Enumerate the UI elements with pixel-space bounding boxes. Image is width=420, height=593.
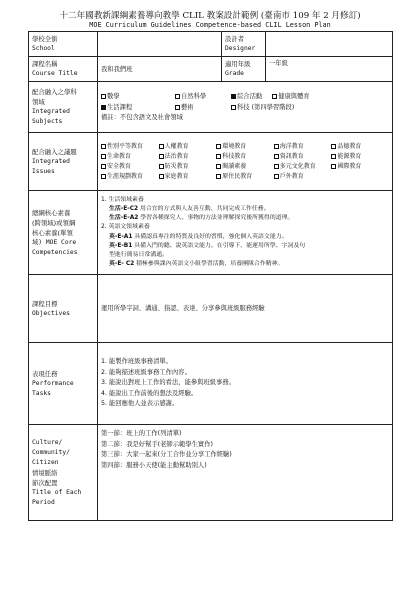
objectives-label-cell — [29, 275, 98, 343]
issue-option[interactable] — [274, 142, 332, 151]
issue-label: 家庭教育 — [164, 173, 189, 180]
core-section-heading: 2. 英語文領域素養 — [101, 224, 150, 231]
grade-label-zh: 適用年級 — [225, 60, 251, 68]
subjects-cell — [98, 82, 393, 133]
periods-label-cell — [29, 425, 98, 521]
issue-label: 環境教育 — [222, 143, 247, 150]
checkbox-icon[interactable] — [159, 154, 164, 159]
issue-option[interactable] — [331, 162, 389, 171]
designer-value[interactable] — [266, 32, 393, 57]
issue-label: 國際教育 — [337, 163, 362, 170]
periods-list — [101, 429, 389, 471]
periods-label-line: Period — [32, 498, 55, 506]
issue-option[interactable] — [274, 172, 332, 181]
checkbox-icon[interactable] — [101, 94, 106, 99]
subjects-label-line: Subjects — [32, 118, 63, 125]
issues-grid — [101, 142, 389, 181]
period-item: 第四節：服務小天使(能主動幫助別人) — [101, 461, 207, 469]
grade-label-en: Grade — [225, 70, 244, 77]
subject-option-math[interactable] — [101, 92, 175, 101]
school-label-en: School — [32, 45, 55, 52]
task-item: 4. 能說出工作前後的想法及經驗。 — [101, 389, 198, 397]
course-label-cell — [29, 57, 98, 82]
subjects-label-line: 配合融入之學科 — [32, 88, 77, 96]
checkbox-icon[interactable] — [216, 154, 221, 159]
core-cell — [98, 191, 393, 275]
core-item-continuation: 型進行簡易日常溝通。 — [109, 251, 168, 258]
page-title: 十二年國教新課綱素養導向教學 CLIL 教案設計範例 (臺南市 109 年 2 月修訂) — [59, 11, 361, 21]
issue-option[interactable] — [216, 162, 274, 171]
issue-label: 安全教育 — [107, 163, 132, 170]
objectives-value[interactable]: 運用所學字詞、溝通、指認、表達、分享參與班級服務經驗 — [98, 275, 393, 343]
issue-option[interactable] — [159, 142, 217, 151]
lesson-plan-table — [28, 31, 393, 521]
core-text: 學習各種探究人、事物的方法並理解探究後所獲得的道理。 — [138, 215, 294, 222]
grade-value[interactable]: 一年級 — [266, 57, 393, 82]
checkbox-icon[interactable] — [216, 164, 221, 169]
tasks-label-line: Performance — [32, 379, 74, 387]
checkbox-icon[interactable] — [101, 154, 106, 159]
core-item — [101, 205, 389, 214]
subjects-label-line: 領域 — [32, 98, 45, 106]
issue-label: 防災教育 — [164, 163, 189, 170]
checkbox-icon[interactable] — [272, 94, 277, 99]
subject-option-arts[interactable] — [175, 103, 231, 112]
issue-label: 多元文化教育 — [279, 163, 316, 170]
school-value[interactable] — [98, 32, 222, 57]
checkbox-icon[interactable] — [101, 174, 106, 179]
period-item: 第一節：班上的工作(列清單) — [101, 430, 182, 437]
checkbox-icon[interactable] — [175, 94, 180, 99]
designer-label-en: Designer — [225, 45, 256, 52]
issue-option[interactable] — [216, 172, 274, 181]
issue-label: 戶外教育 — [279, 173, 304, 180]
subject-option-tech[interactable] — [231, 103, 389, 112]
core-label-line: Competencies — [32, 248, 78, 256]
periods-label-line: Culture/ — [32, 438, 63, 446]
school-label-cell — [29, 32, 98, 57]
core-item — [101, 242, 389, 251]
periods-label-line: Community/ — [32, 448, 70, 456]
subject-label: 自然科學 — [181, 93, 207, 100]
checkbox-icon[interactable] — [331, 164, 336, 169]
core-label-line: 總綱核心素養 — [32, 208, 71, 217]
subjects-note: 備註：不包含語文及社會領域 — [101, 114, 183, 121]
subjects-label-line: Integrated — [32, 108, 70, 115]
subject-option-science[interactable] — [175, 92, 231, 101]
checkbox-icon[interactable] — [101, 144, 106, 149]
issue-label: 科技教育 — [222, 153, 247, 160]
checkbox-icon[interactable] — [216, 144, 221, 149]
checkbox-icon[interactable] — [274, 164, 279, 169]
issues-label-line: 配合融入之議題 — [32, 147, 77, 156]
periods-cell — [98, 425, 393, 521]
issue-label: 生涯規劃教育 — [107, 173, 144, 180]
subject-label: 數學 — [107, 93, 120, 100]
subjects-grid — [101, 92, 389, 112]
objectives-label-en: Objectives — [32, 309, 70, 317]
issues-label-cell — [29, 133, 98, 191]
periods-label-line: Citizen — [32, 458, 59, 466]
core-text: 積極參與課內英語文小組學習活動，培養團隊合作精神。 — [134, 261, 284, 268]
core-section-heading: 1. 生活領域素養 — [101, 196, 144, 203]
checkbox-icon[interactable] — [331, 154, 336, 159]
subject-option-integrative[interactable] — [231, 92, 389, 101]
core-item — [101, 214, 389, 223]
periods-label-line: 節次配置 — [32, 478, 58, 487]
task-item: 2. 能夠描述班級事務工作內容。 — [101, 368, 191, 376]
subject-label: 科技 (第四學習階段) — [237, 104, 295, 111]
core-code: 英-E- C2 — [109, 261, 135, 268]
core-label-line: 域) MOE Core — [32, 238, 77, 246]
grade-label-cell — [222, 57, 266, 82]
core-label-line: 核心素養(單領 — [32, 228, 73, 237]
objectives-label-zh: 課程目標 — [32, 299, 58, 308]
issue-label: 海洋教育 — [279, 143, 304, 150]
checkbox-icon[interactable] — [274, 174, 279, 179]
subjects-label-cell — [29, 82, 98, 133]
issue-option[interactable] — [331, 142, 389, 151]
checkbox-icon[interactable] — [159, 174, 164, 179]
page-subtitle: MOE Curriculum Guidelines Competence-based CLIL Lesson Plan — [89, 21, 331, 29]
core-code: 生活-E-A2 — [109, 215, 139, 222]
subject-label: 綜合活動 — [237, 93, 263, 100]
issue-label: 資訊教育 — [279, 153, 304, 160]
designer-label-cell — [222, 32, 266, 57]
issue-option[interactable] — [159, 152, 217, 161]
issue-label: 閱讀素養 — [222, 163, 247, 170]
subject-option-life[interactable] — [101, 103, 175, 112]
issue-option[interactable] — [274, 162, 332, 171]
issue-option[interactable] — [216, 152, 274, 161]
issue-option[interactable] — [274, 152, 332, 161]
tasks-list — [101, 357, 389, 410]
checkbox-icon[interactable] — [231, 105, 236, 110]
tasks-label-line: 表現任務 — [32, 369, 58, 378]
subject-label: 生活課程 — [107, 104, 133, 111]
core-item — [101, 260, 389, 269]
subject-label: 藝術 — [181, 104, 194, 111]
issue-label: 生命教育 — [107, 153, 132, 160]
issue-label: 法治教育 — [164, 153, 189, 160]
subject-label: 健康與體育 — [278, 93, 310, 100]
checkbox-icon[interactable] — [274, 154, 279, 159]
checked-checkbox-icon[interactable] — [101, 105, 106, 110]
school-label-zh: 學校全銜 — [32, 35, 58, 43]
issue-label: 性別平等教育 — [107, 143, 144, 150]
checkbox-icon[interactable] — [216, 174, 221, 179]
checked-checkbox-icon[interactable] — [231, 94, 236, 99]
issues-label-line: Integrated — [32, 157, 70, 165]
issue-label: 品德教育 — [337, 143, 362, 150]
checkbox-icon[interactable] — [159, 164, 164, 169]
period-item: 第二節：我是好幫手(老師示範學生實作) — [101, 440, 213, 448]
issue-option[interactable] — [216, 142, 274, 151]
periods-label-line: Title of Each — [32, 488, 82, 496]
issue-option[interactable] — [101, 172, 159, 181]
course-label-en: Course Title — [32, 70, 78, 77]
checkbox-icon[interactable] — [274, 144, 279, 149]
designer-label-zh: 設計者 — [225, 35, 245, 43]
core-text: 具備認真專注的特質及良好的習慣，強化個人英語文能力。 — [132, 233, 288, 240]
periods-label-line: 情境脈絡 — [32, 468, 58, 477]
core-text: 具備入門的聽、說英語文能力。在引導下，能運用所學、字詞及句 — [132, 242, 306, 249]
period-item: 第三節：大家一起來(分工合作並分享工作經驗) — [101, 451, 232, 458]
course-value[interactable]: 我和我們班 — [98, 57, 222, 82]
issue-option[interactable] — [101, 162, 159, 171]
checkbox-icon[interactable] — [159, 144, 164, 149]
core-code: 英-E-B1 — [109, 242, 133, 249]
tasks-label-cell — [29, 343, 98, 425]
tasks-label-line: Tasks — [32, 389, 51, 397]
core-code: 生活-E-C2 — [109, 205, 139, 212]
checkbox-icon[interactable] — [101, 164, 106, 169]
issues-label-line: Issues — [32, 167, 55, 175]
core-label-line: (跨領域)或領綱 — [32, 218, 76, 227]
task-item: 1. 能製作班級事務清單。 — [101, 358, 172, 366]
issue-option[interactable] — [101, 142, 159, 151]
issue-option[interactable] — [159, 162, 217, 171]
course-label-zh: 課程名稱 — [32, 60, 58, 68]
core-code: 英-E-A1 — [109, 233, 133, 240]
issue-label: 能源教育 — [337, 153, 362, 160]
issue-option[interactable] — [159, 172, 217, 181]
checkbox-icon[interactable] — [175, 105, 180, 110]
core-item — [101, 233, 389, 242]
checkbox-icon[interactable] — [331, 144, 336, 149]
task-item: 5. 能回應他人並表示感謝。 — [101, 400, 179, 408]
issue-option[interactable] — [331, 152, 389, 161]
issue-label: 人權教育 — [164, 143, 189, 150]
task-item: 3. 能說出對班上工作的看法，能參與班級事務。 — [101, 379, 235, 387]
tasks-cell — [98, 343, 393, 425]
issues-cell — [98, 133, 393, 191]
issue-option[interactable] — [101, 152, 159, 161]
core-text: 用合宜的方式與人友善互動、共同完成工作任務。 — [138, 205, 270, 212]
core-label-cell — [29, 191, 98, 275]
issue-label: 原住民教育 — [222, 173, 253, 180]
